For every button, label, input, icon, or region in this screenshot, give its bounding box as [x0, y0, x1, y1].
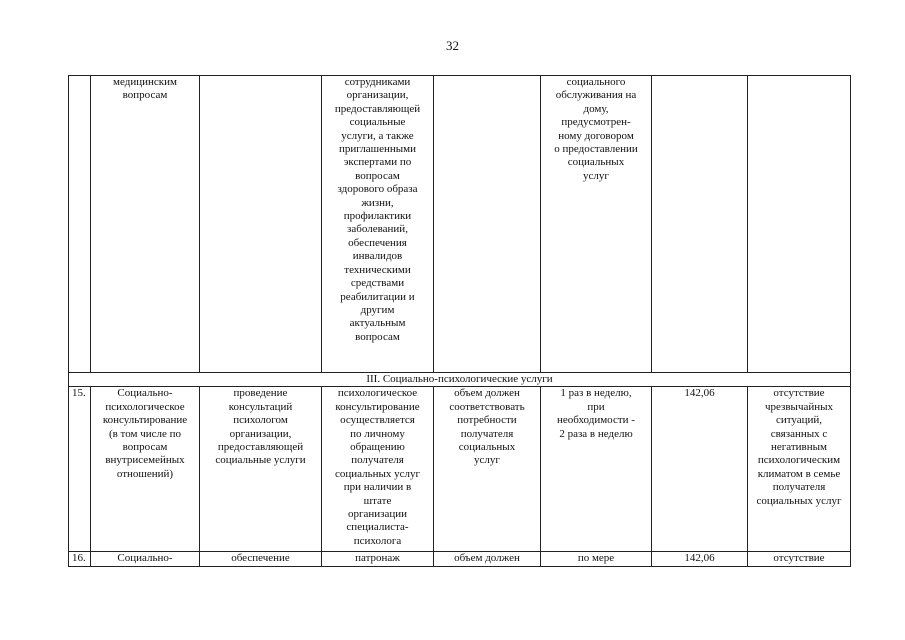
- cell-text-line: необходимости -: [557, 414, 635, 427]
- cell-service-description: патронаж: [322, 552, 434, 566]
- cell-text-line: связанных с: [770, 427, 828, 440]
- cell-service-periodicity: [541, 387, 652, 552]
- cell-service-rate: 142,06: [652, 552, 748, 566]
- cell-text-line: обеспечения: [348, 236, 407, 249]
- cell-text-line: обращению: [350, 441, 405, 454]
- cell-text-line: психолога: [353, 534, 402, 547]
- cell-text-line: штате: [363, 494, 392, 507]
- cell-service-name: [91, 76, 200, 373]
- cell-text-line: чрезвычайных: [764, 400, 834, 413]
- cell-quality-criteria: отсутствие: [748, 552, 851, 566]
- cell-quality-criteria: [748, 76, 851, 373]
- cell-service-content: [200, 387, 322, 552]
- cell-text-line: здорового образа: [337, 183, 418, 196]
- cell-text-line: получателя: [351, 454, 404, 467]
- cell-text-line: потребности: [457, 414, 517, 427]
- cell-service-rate: [652, 76, 748, 373]
- section-title: III. Социально-психологические услуги: [69, 373, 851, 387]
- cell-text-line: социальные услуги: [215, 454, 306, 467]
- cell-text-line: ситуаций,: [775, 414, 823, 427]
- cell-service-content: обеспечение: [200, 552, 322, 566]
- table-row-continued: [69, 76, 851, 373]
- cell-text-line: организации,: [229, 427, 292, 440]
- cell-text-line: социальных услуг: [756, 494, 842, 507]
- cell-text-line: консультирование: [335, 400, 420, 413]
- cell-text-line: вопросам: [355, 169, 400, 182]
- cell-text-line: соответствовать: [449, 400, 525, 413]
- cell-text-line: негативным: [770, 441, 827, 454]
- cell-text-line: получателя: [460, 427, 514, 440]
- cell-service-content: [200, 76, 322, 373]
- cell-text-line: реабилитации и: [340, 290, 415, 303]
- cell-text-line: о предоставлении: [554, 143, 638, 156]
- cell-text-line: средствами: [350, 277, 405, 290]
- cell-service-periodicity: по мере: [541, 552, 652, 566]
- cell-text-line: психологом: [233, 414, 288, 427]
- cell-text-line: 2 раза в неделю: [559, 427, 633, 440]
- table-row-16: [69, 552, 851, 566]
- cell-text-line: социального: [566, 76, 626, 88]
- cell-num: 15.: [69, 387, 91, 552]
- cell-text-line: услуги, а также: [341, 129, 414, 142]
- cell-text-line: объем должен: [454, 387, 520, 400]
- cell-text-line: ному договором: [558, 129, 634, 142]
- cell-text-line: при наличии в: [343, 481, 412, 494]
- cell-text-line: заболеваний,: [347, 223, 408, 236]
- cell-text-line: психологическое: [105, 400, 185, 413]
- table-row-15: [69, 387, 851, 552]
- cell-text-line: климатом в семье: [757, 467, 841, 480]
- cell-text-line: социальных: [567, 156, 625, 169]
- cell-num: [69, 76, 91, 373]
- cell-text-line: социальных услуг: [334, 467, 421, 480]
- cell-service-periodicity: [541, 76, 652, 373]
- cell-text-line: социальных: [458, 441, 516, 454]
- cell-text-line: организации: [347, 508, 408, 521]
- cell-text-line: жизни,: [361, 196, 394, 209]
- cell-text-line: актуальным: [349, 317, 406, 330]
- cell-service-name: Социально-: [91, 552, 200, 566]
- page-number: 32: [446, 38, 459, 53]
- cell-text-line: при: [587, 400, 605, 413]
- cell-text-line: вопросам: [122, 441, 168, 454]
- cell-text-line: (в том числе по: [108, 427, 182, 440]
- cell-text-line: по личному: [350, 427, 405, 440]
- cell-text-line: психологическое: [337, 387, 418, 400]
- cell-text-line: 1 раз в неделю,: [560, 387, 632, 400]
- cell-text-line: дому,: [583, 102, 609, 115]
- cell-service-name: [91, 387, 200, 552]
- cell-text-line: обслуживания на: [555, 89, 637, 102]
- cell-text-line: инвалидов: [352, 250, 403, 263]
- cell-num: 16.: [69, 552, 91, 566]
- cell-quality-criteria: [748, 387, 851, 552]
- cell-text-line: вопросам: [122, 89, 168, 102]
- cell-service-description: [322, 76, 434, 373]
- cell-text-line: сотрудниками: [344, 76, 411, 88]
- cell-text-line: услуг: [583, 169, 609, 182]
- cell-text-line: организации,: [346, 89, 409, 102]
- cell-text-line: получателя: [772, 481, 826, 494]
- cell-service-volume: объем должен: [434, 552, 541, 566]
- cell-text-line: психологическим: [757, 454, 841, 467]
- cell-text-line: экспертами по: [343, 156, 412, 169]
- cell-text-line: Социально-: [117, 387, 173, 400]
- cell-text-line: медицинским: [113, 76, 177, 88]
- cell-text-line: техническими: [344, 263, 411, 276]
- cell-text-line: отсутствие: [773, 387, 825, 400]
- cell-text-line: вопросам: [355, 330, 400, 343]
- cell-service-volume: [434, 387, 541, 552]
- cell-text-line: специалиста-: [346, 521, 409, 534]
- cell-text-line: другим: [360, 303, 395, 316]
- services-table: [68, 75, 851, 567]
- cell-text-line: проведение: [233, 387, 288, 400]
- cell-text-line: предоставляющей: [334, 102, 421, 115]
- cell-service-description: [322, 387, 434, 552]
- cell-text-line: предоставляющей: [217, 441, 304, 454]
- cell-service-volume: [434, 76, 541, 373]
- cell-text-line: приглашенными: [339, 143, 416, 156]
- cell-text-line: социальные: [349, 116, 406, 129]
- cell-text-line: предусмотрен-: [561, 116, 631, 129]
- cell-service-rate: 142,06: [652, 387, 748, 552]
- cell-text-line: профилактики: [343, 210, 412, 223]
- section-header-row: [69, 373, 851, 387]
- cell-text-line: отношений): [116, 467, 174, 480]
- cell-text-line: внутрисемейных: [105, 454, 185, 467]
- cell-text-line: консультаций: [228, 400, 293, 413]
- cell-text-line: осуществляется: [340, 414, 415, 427]
- cell-text-line: услуг: [474, 454, 500, 467]
- cell-text-line: консультирование: [102, 414, 188, 427]
